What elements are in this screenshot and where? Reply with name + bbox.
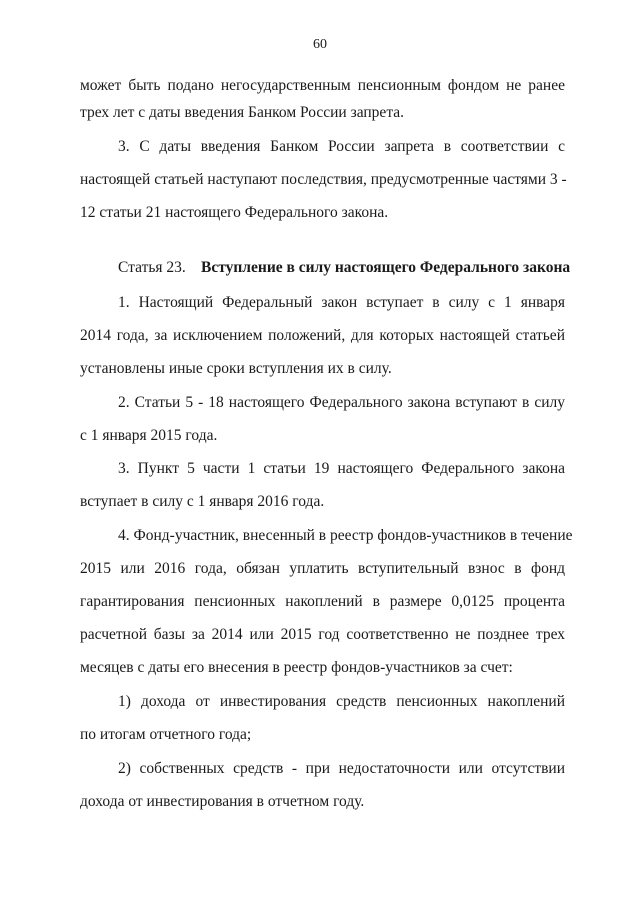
page-number: 60: [313, 37, 327, 52]
item-line: 3. Пункт 5 части 1 статьи 19 настоящего Федерального закона: [118, 460, 565, 477]
item-line: 2015 или 2016 года, обязан уплатить вступительный взнос в фонд: [80, 560, 565, 577]
paragraph-line: настоящей статьей наступают последствия, предусмотренные частями 3 -: [80, 171, 567, 188]
article-label: Статья 23.: [118, 259, 186, 276]
paragraph-line: 12 статьи 21 настоящего Федерального закона.: [80, 204, 389, 221]
sub-item-line: по итогам отчетного года;: [80, 726, 252, 743]
article-title: Вступление в силу настоящего Федерального закона: [201, 259, 571, 276]
item-line: установлены иные сроки вступления их в силу.: [80, 360, 392, 377]
item-line: 2014 года, за исключением положений, для которых настоящей статьей: [80, 327, 565, 344]
item-line: 4. Фонд-участник, внесенный в реестр фондов-участников в течение: [118, 527, 573, 544]
sub-item-line: дохода от инвестирования в отчетном году.: [80, 793, 365, 810]
paragraph-line: может быть подано негосударственным пенсионным фондом не ранее: [80, 77, 565, 94]
item-line: вступает в силу с 1 января 2016 года.: [80, 493, 325, 510]
paragraph-line: 3. С даты введения Банком России запрета в соответствии с: [118, 138, 565, 155]
paragraph-line: трех лет с даты введения Банком России запрета.: [80, 104, 405, 121]
sub-item-line: 2) собственных средств - при недостаточности или отсутствии: [118, 760, 565, 777]
item-line: 2. Статьи 5 - 18 настоящего Федерального закона вступают в силу: [118, 394, 565, 411]
item-line: гарантирования пенсионных накоплений в размере 0,0125 процента: [80, 593, 565, 610]
item-line: расчетной базы за 2014 или 2015 год соответственно не позднее трех: [80, 626, 565, 643]
sub-item-line: 1) дохода от инвестирования средств пенсионных накоплений: [118, 693, 565, 710]
item-line: 1. Настоящий Федеральный закон вступает в силу с 1 января: [118, 294, 565, 311]
item-line: с 1 января 2015 года.: [80, 427, 218, 444]
item-line: месяцев с даты его внесения в реестр фондов-участников за счет:: [80, 659, 513, 676]
